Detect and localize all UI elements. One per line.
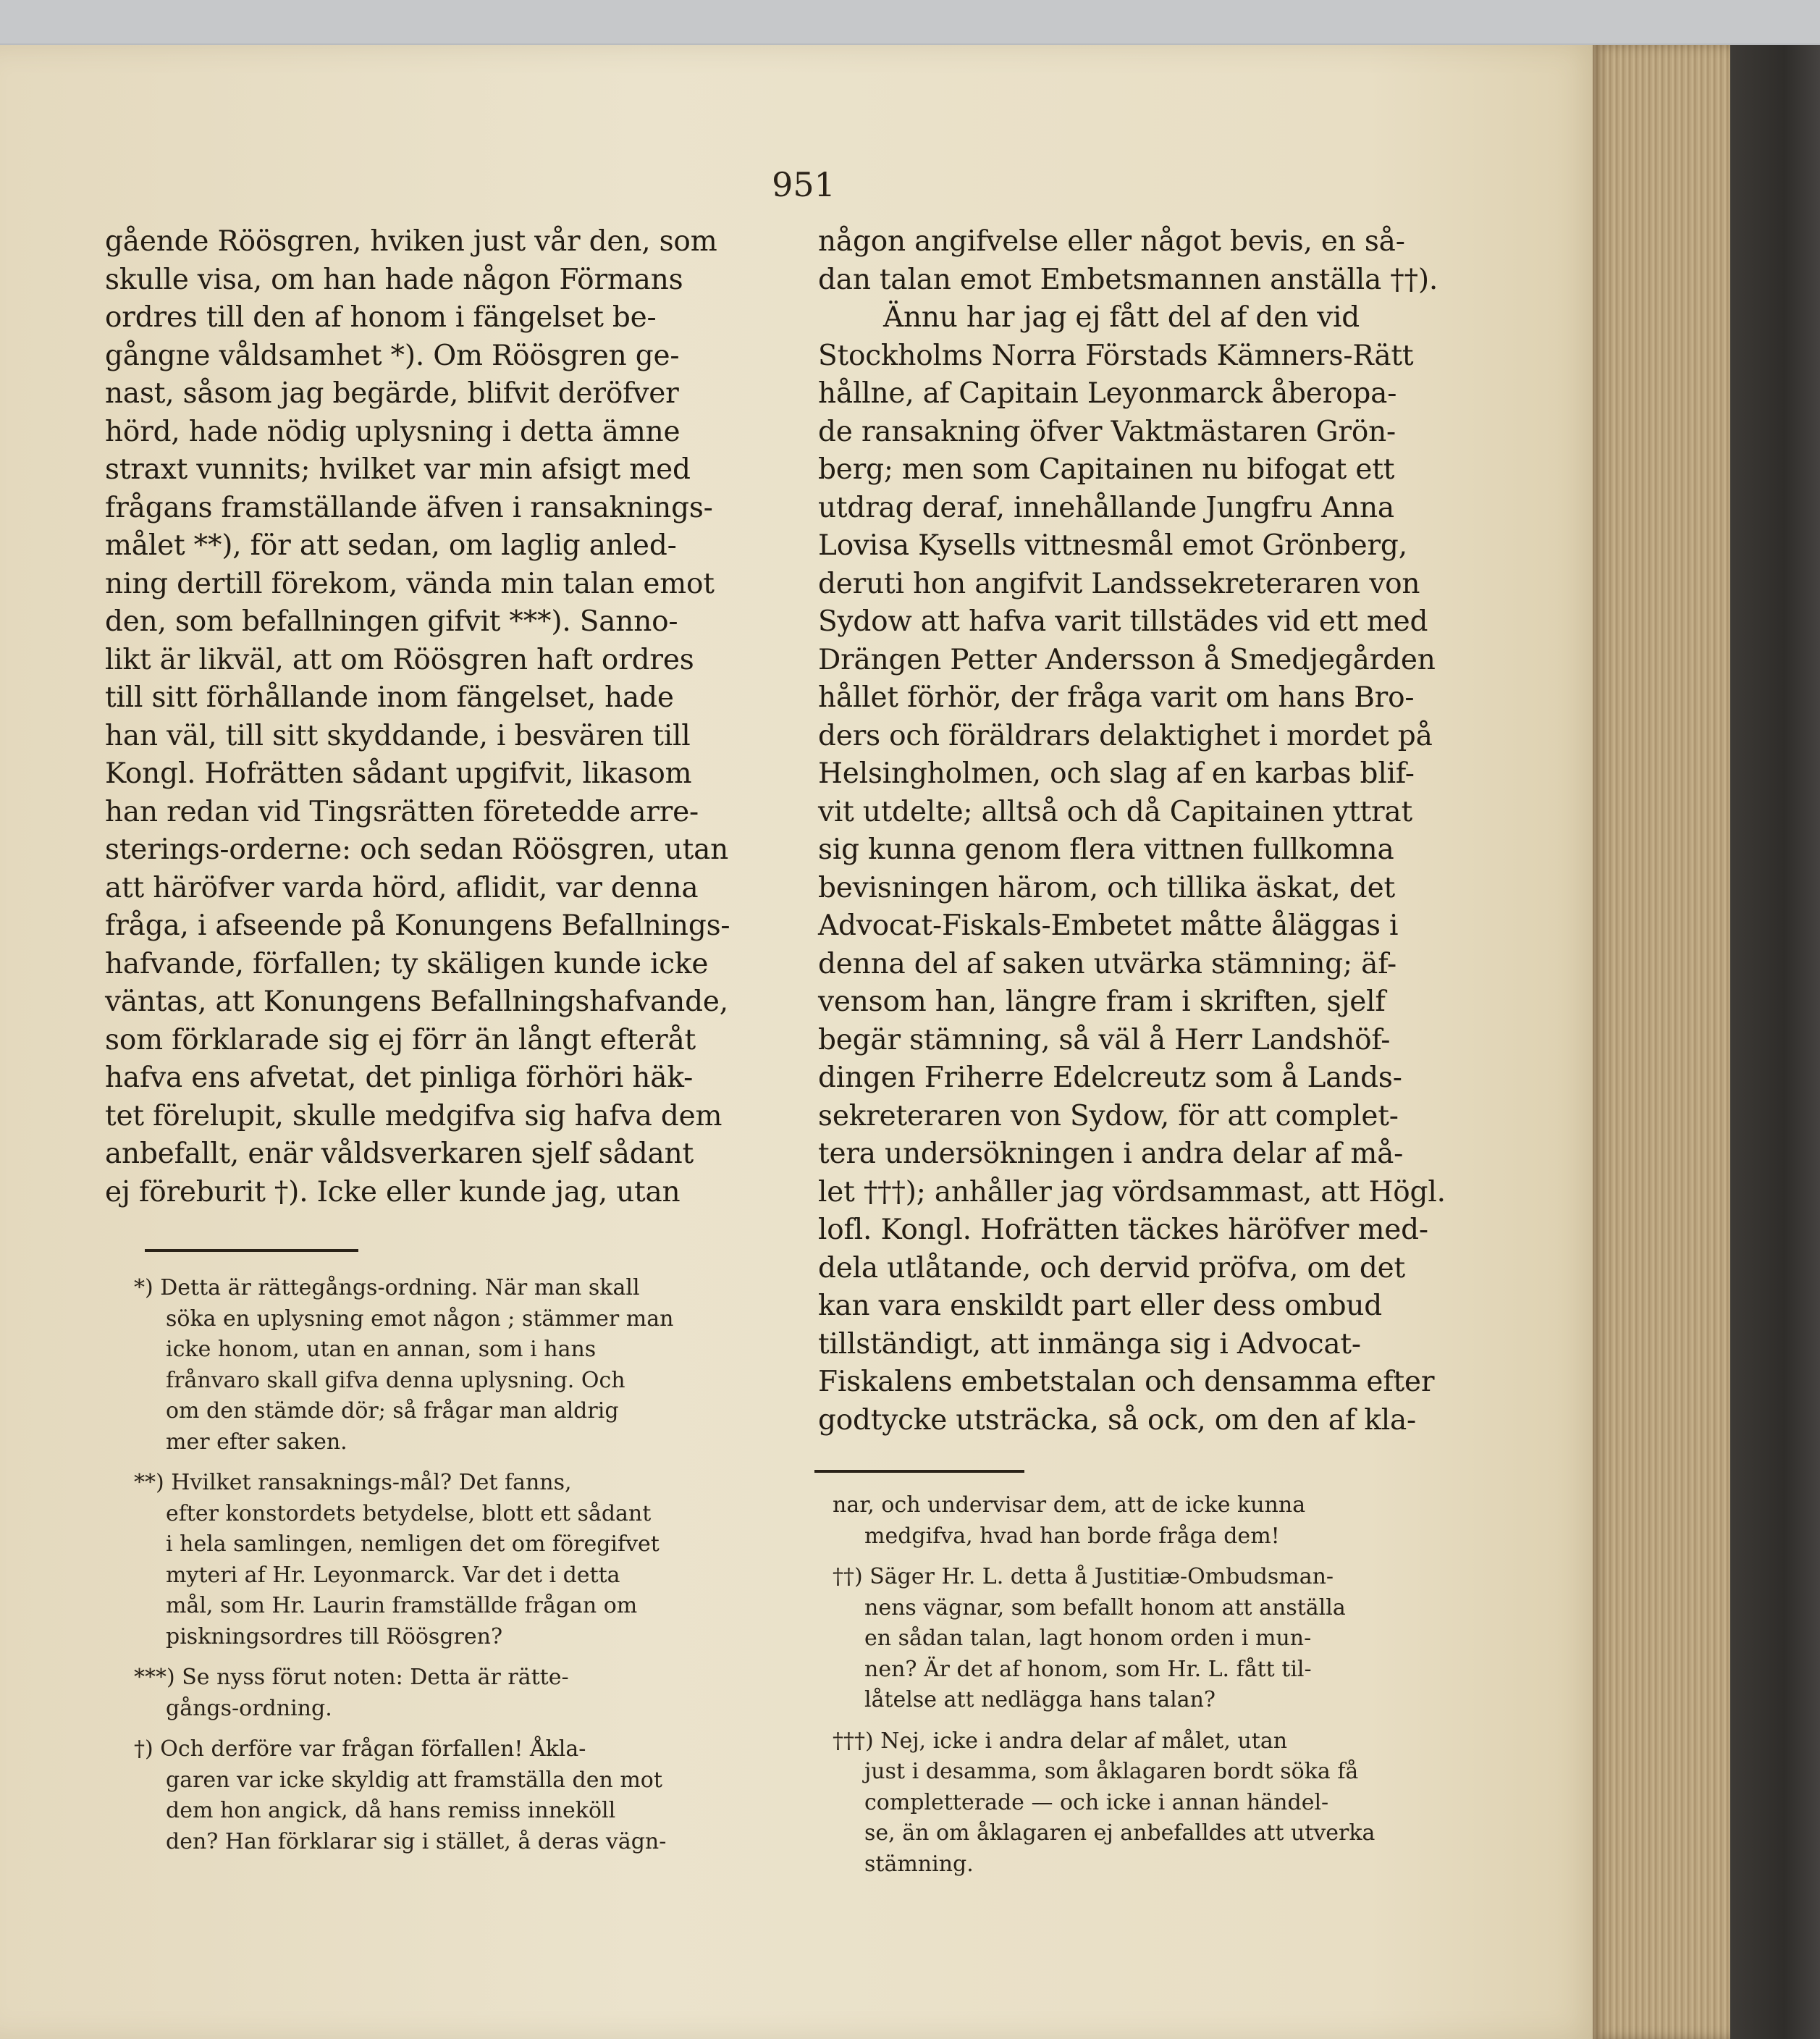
footnote-line: en sådan talan, lagt honom orden i mun- — [864, 1626, 1312, 1651]
text-line: dingen Friherre Edelcreutz som å Lands- — [818, 1061, 1402, 1094]
text-line: Stockholms Norra Förstads Kämners-Rätt — [818, 339, 1414, 372]
text-line: hörd, hade nödig uplysning i detta ämne — [105, 415, 681, 448]
text-line: lofl. Kongl. Hofrätten täckes häröfver med- — [818, 1214, 1428, 1246]
text-line: tet förelupit, skulle medgifva sig hafva dem — [105, 1099, 722, 1132]
text-line: fråga, i afseende på Konungens Befallnings- — [105, 909, 730, 942]
text-line: anbefallt, enär våldsverkaren sjelf sådant — [105, 1138, 694, 1170]
footnote-line: se, än om åklagaren ej anbefalldes att utverka — [864, 1820, 1375, 1846]
scan-backdrop — [0, 0, 1820, 43]
text-line: målet **), för att sedan, om laglig anled- — [105, 529, 677, 562]
footnote-line: dem hon angick, då hans remiss inneköll — [166, 1798, 616, 1823]
text-line: Fiskalens embetstalan och densamma efter — [818, 1366, 1435, 1398]
text-line: frågans framställande äfven i ransaknings- — [105, 491, 713, 524]
footnote-line: om den stämde dör; så frågar man aldrig — [166, 1398, 619, 1424]
text-line: utdrag deraf, innehållande Jungfru Anna — [818, 491, 1394, 524]
footnote-line: den? Han förklarar sig i stället, å deras vägn- — [166, 1828, 667, 1854]
left-column-text — [105, 223, 785, 1211]
footnote-line: icke honom, utan en annan, som i hans — [166, 1337, 597, 1362]
text-line: hafvande, förfallen; ty skäligen kunde icke — [105, 947, 709, 980]
text-line: sterings-orderne: och sedan Röösgren, utan — [105, 833, 729, 866]
text-line: Drängen Petter Andersson å Smedjegården — [818, 643, 1436, 676]
text-line: Lovisa Kysells vittnesmål emot Grönberg, — [818, 529, 1407, 562]
text-line: sig kunna genom flera vittnen fullkomna — [818, 833, 1394, 866]
text-line: dan talan emot Embetsmannen anställa ††). — [818, 263, 1438, 296]
text-line: Advocat-Fiskals-Embetet måtte åläggas i — [818, 909, 1399, 942]
text-line: vit utdelte; alltså och då Capitainen yttrat — [818, 795, 1412, 828]
text-line: tillständigt, att inmänga sig i Advocat- — [818, 1327, 1361, 1361]
right-footnote-rule — [814, 1470, 1024, 1473]
footnote-line: myteri af Hr. Leyonmarck. Var det i detta — [166, 1562, 620, 1588]
text-line: hållet förhör, der fråga varit om hans Bro- — [818, 681, 1415, 714]
footnote-line: efter konstordets betydelse, blott ett sådant — [166, 1500, 652, 1526]
right-footnotes — [833, 1490, 1499, 1880]
footnote-line: nar, och undervisar dem, att de icke kunna — [833, 1492, 1306, 1518]
text-line: den, som befallningen gifvit ***). Sanno- — [105, 605, 678, 638]
footnote-line: mål, som Hr. Laurin framställde frågan om — [166, 1593, 638, 1618]
footnote-line: completterade — och icke i annan händel- — [864, 1789, 1329, 1815]
footnote-line: nens vägnar, som befallt honom att anställa — [864, 1594, 1346, 1620]
text-line: till sitt förhållande inom fängelset, hade — [105, 681, 674, 714]
text-line: någon angifvelse eller något bevis, en så- — [818, 225, 1405, 258]
text-line: straxt vunnits; hvilket var min afsigt med — [105, 453, 691, 486]
text-line: Kongl. Hofrätten sådant upgifvit, likasom — [105, 757, 692, 790]
left-footnotes — [134, 1273, 785, 1857]
text-line: gående Röösgren, hviken just vår den, som — [105, 225, 717, 258]
footnote-line: piskningsordres till Röösgren? — [166, 1623, 503, 1649]
text-line: Helsingholmen, och slag af en karbas blif- — [818, 757, 1415, 790]
book-cover — [1730, 45, 1820, 2039]
text-line: hafva ens afvetat, det pinliga förhöri häk- — [105, 1061, 694, 1094]
text-line: likt är likväl, att om Röösgren haft ordres — [105, 643, 694, 676]
footnote-line: garen var icke skyldig att framställa den mot — [166, 1767, 662, 1793]
text-line: han redan vid Tingsrätten företedde arre- — [105, 795, 699, 828]
text-line: dela utlåtande, och dervid pröfva, om det — [818, 1251, 1405, 1285]
text-line: väntas, att Konungens Befallningshafvande, — [105, 985, 728, 1018]
text-line: ordres till den af honom i fängelset be- — [105, 301, 657, 334]
footnote-line: †) Och derföre var frågan förfallen! Åkla- — [134, 1736, 586, 1762]
page-number: 951 — [772, 165, 835, 204]
footnote-line: just i desamma, som åklagaren bordt söka få — [864, 1759, 1359, 1784]
text-line: nast, såsom jag begärde, blifvit deröfver — [105, 377, 679, 410]
text-line: skulle visa, om han hade någon Förmans — [105, 263, 683, 296]
text-line: som förklarade sig ej förr än långt efteråt — [105, 1023, 696, 1056]
footnote-line: ***) Se nyss förut noten: Detta är rätte- — [134, 1665, 569, 1690]
footnote-line: frånvaro skall gifva denna uplysning. Och — [166, 1367, 625, 1393]
text-line: godtycke utsträcka, så ock, om den af kla- — [818, 1403, 1417, 1437]
footnote-line: nen? Är det af honom, som Hr. L. fått til- — [864, 1656, 1312, 1682]
text-line: deruti hon angifvit Landssekreteraren von — [818, 567, 1420, 600]
text-line: att häröfver varda hörd, aflidit, var denna — [105, 871, 699, 904]
text-line: ders och föräldrars delaktighet i mordet på — [818, 719, 1433, 752]
footnote-line: söka en uplysning emot någon ; stämmer man — [166, 1306, 674, 1332]
left-footnote-rule — [145, 1249, 358, 1252]
text-line: han väl, till sitt skyddande, i besvären till — [105, 719, 691, 752]
text-line: ning dertill förekom, vända min talan emot — [105, 567, 715, 600]
text-line: hållne, af Capitain Leyonmarck åberopa- — [818, 377, 1397, 410]
text-line: gångne våldsamhet *). Om Röösgren ge- — [105, 339, 680, 372]
text-line: vensom han, längre fram i skriften, sjelf — [818, 985, 1386, 1018]
text-line: Sydow att hafva varit tillstädes vid ett med — [818, 605, 1428, 638]
footnote-line: stämning. — [864, 1851, 974, 1877]
footnote-line: ††) Säger Hr. L. detta å Justitiæ-Ombudsman- — [833, 1564, 1334, 1589]
text-line: bevisningen härom, och tillika äskat, det — [818, 871, 1395, 904]
footnote-line: *) Detta är rättegångs-ordning. När man skall — [134, 1275, 640, 1300]
footnote-line: medgifva, hvad han borde fråga dem! — [864, 1523, 1280, 1549]
text-line: begär stämning, så väl å Herr Landshöf- — [818, 1023, 1391, 1056]
footnote-line: mer efter saken. — [166, 1429, 347, 1455]
footnote-line: gångs-ordning. — [166, 1695, 332, 1721]
footnote-line: †††) Nej, icke i andra delar af målet, utan — [833, 1728, 1288, 1754]
text-line: tera undersökningen i andra delar af må- — [818, 1138, 1404, 1170]
text-line: de ransakning öfver Vaktmästaren Grön- — [818, 415, 1396, 448]
footnote-line: låtelse att nedlägga hans talan? — [864, 1687, 1216, 1712]
footnote-line: i hela samlingen, nemligen det om föregifvet — [166, 1531, 660, 1557]
page-fore-edge — [1593, 45, 1737, 2039]
text-line: Ännu har jag ej fått del af den vid — [883, 301, 1360, 334]
text-line: denna del af saken utvärka stämning; äf- — [818, 947, 1397, 980]
right-column-text — [818, 223, 1499, 1439]
text-line: ej föreburit †). Icke eller kunde jag, utan — [105, 1175, 681, 1208]
text-line: let †††); anhåller jag vördsammast, att Högl. — [818, 1175, 1446, 1208]
text-line: berg; men som Capitainen nu bifogat ett — [818, 453, 1395, 486]
text-line: sekreteraren von Sydow, för att complet- — [818, 1099, 1399, 1132]
text-line: kan vara enskildt part eller dess ombud — [818, 1290, 1383, 1322]
footnote-line: **) Hvilket ransaknings-mål? Det fanns, — [134, 1470, 572, 1495]
